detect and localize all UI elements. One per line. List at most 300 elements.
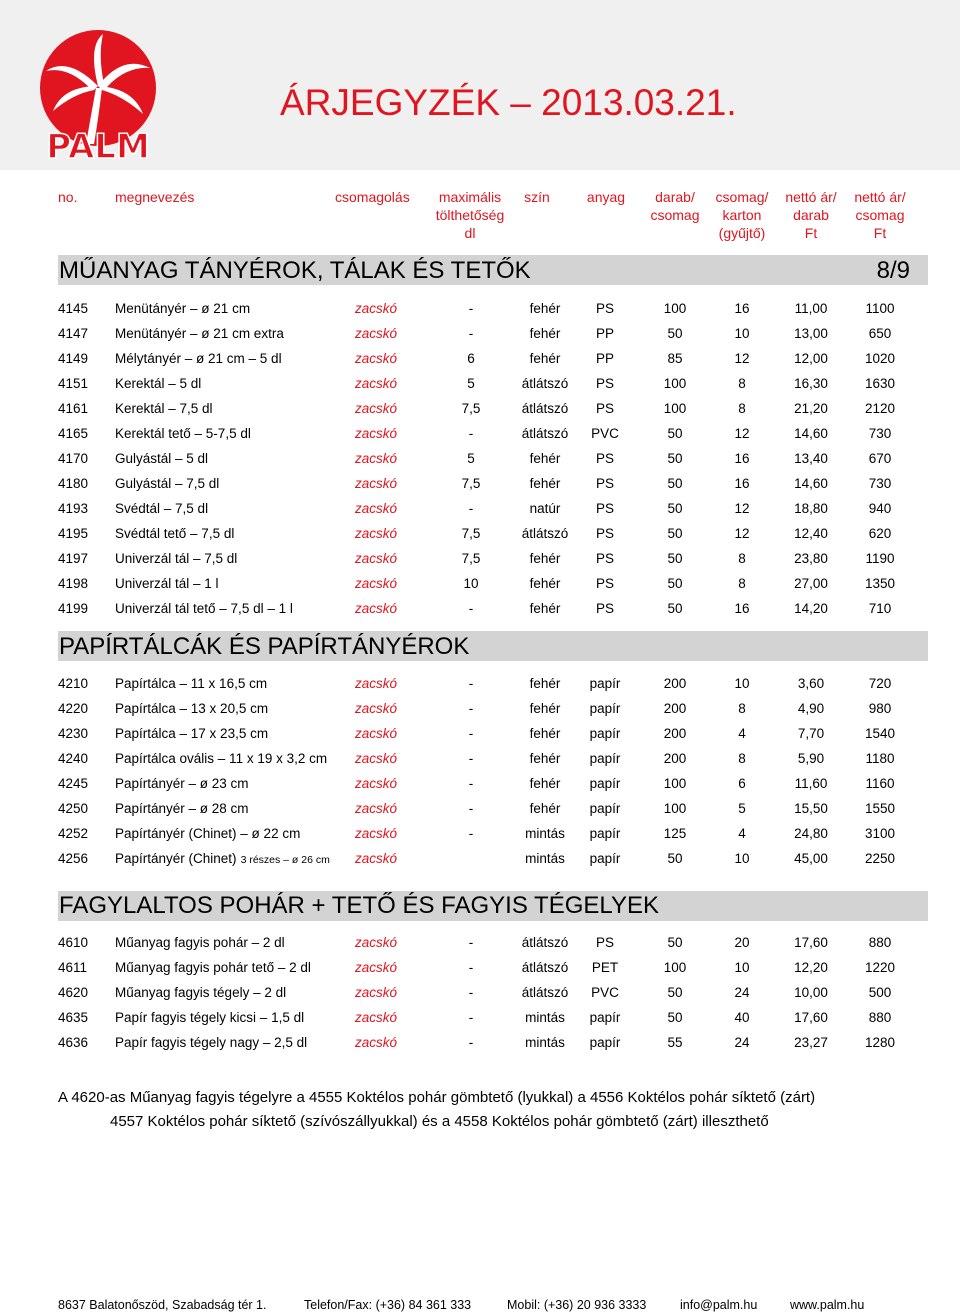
cell-ctn: 4 [738, 726, 746, 741]
cell-pack: zacskó [355, 301, 398, 316]
cell-color: fehér [529, 751, 561, 766]
cell-pack: zacskó [355, 1035, 398, 1050]
cell-name: Univerzál tál – 1 l [115, 576, 219, 591]
note-line-2: 4557 Koktélos pohár síktető (szívószállyukkal) és a 4558 Koktélos pohár gömbtető (zárt) illeszthető [110, 1113, 769, 1130]
cell-unit: 11,60 [794, 776, 828, 791]
cell-pcs: 200 [663, 726, 687, 741]
section-title-2: PAPÍRTÁLCÁK ÉS PAPÍRTÁNYÉROK [59, 633, 470, 660]
cell-max: - [468, 501, 474, 516]
cell-max: 7,5 [461, 476, 481, 491]
cell-name: Gulyástál – 5 dl [115, 451, 209, 466]
cell-pcs: 100 [663, 376, 687, 391]
cell-max: - [468, 676, 474, 691]
cell-name: Papírtányér – ø 28 cm [115, 801, 249, 816]
cell-pack: zacskó [355, 326, 398, 341]
table-row [0, 573, 960, 595]
cell-max: 5 [467, 376, 475, 391]
cell-pack-price: 2120 [864, 401, 896, 416]
cell-material: PS [595, 526, 614, 541]
cell-unit: 15,50 [794, 801, 828, 816]
cell-unit: 18,80 [794, 501, 828, 516]
cell-max: 6 [467, 351, 475, 366]
cell-color: átlátszó [521, 935, 569, 950]
cell-pack: zacskó [355, 476, 398, 491]
footer-phone: Telefon/Fax: (+36) 84 361 333 [304, 1298, 472, 1312]
cell-name: Papírtálca ovális – 11 x 19 x 3,2 cm [115, 751, 328, 766]
cell-ctn: 8 [738, 551, 746, 566]
cell-color: fehér [529, 801, 561, 816]
cell-no: 4636 [58, 1035, 89, 1050]
cell-max: 7,5 [461, 401, 481, 416]
cell-pack: zacskó [355, 351, 398, 366]
cell-pack-price: 1220 [864, 960, 896, 975]
note-line-1: A 4620-as Műanyag fagyis tégelyre a 4555 Koktélos pohár gömbtető (lyukkal) a 4556 Koktélos pohár síktető (zárt) [58, 1089, 816, 1106]
col-color: szín [524, 189, 550, 205]
cell-material: PS [595, 401, 614, 416]
cell-color: átlátszó [521, 960, 569, 975]
table-row [0, 798, 960, 820]
cell-color: fehér [529, 576, 561, 591]
cell-color: mintás [525, 1035, 565, 1050]
cell-ctn: 20 [734, 935, 750, 950]
col-unit-price: nettó ár/ darab Ft [785, 189, 837, 241]
cell-no: 4198 [58, 576, 89, 591]
cell-ctn: 10 [734, 676, 750, 691]
cell-unit: 45,00 [794, 851, 828, 866]
section-page-1: 8/9 [876, 257, 910, 284]
cell-pcs: 100 [663, 776, 687, 791]
table-row [0, 473, 960, 495]
cell-name: Svédtál tető – 7,5 dl [115, 526, 235, 541]
col-max: maximális tölthetőség dl [435, 189, 505, 241]
cell-name: Papírtányér (Chinet) – ø 22 cm [115, 826, 301, 841]
table-row [0, 1007, 960, 1029]
cell-name: Kerektál – 7,5 dl [115, 401, 213, 416]
cell-ctn: 16 [734, 451, 750, 466]
cell-pack-price: 2250 [864, 851, 896, 866]
cell-name: Műanyag fagyis pohár – 2 dl [115, 935, 285, 950]
cell-name: Papírtálca – 17 x 23,5 cm [115, 726, 269, 741]
cell-pack: zacskó [355, 935, 398, 950]
cell-color: fehér [529, 676, 561, 691]
cell-pcs: 125 [663, 826, 687, 841]
cell-color: fehér [529, 726, 561, 741]
cell-pack-price: 1280 [864, 1035, 896, 1050]
cell-name: Papír fagyis tégely nagy – 2,5 dl [115, 1035, 308, 1050]
cell-max: - [468, 426, 474, 441]
cell-no: 4611 [58, 960, 88, 975]
cell-name: Svédtál – 7,5 dl [115, 501, 209, 516]
cell-pack: zacskó [355, 726, 398, 741]
table-row [0, 448, 960, 470]
col-pack: csomagolás [335, 189, 410, 205]
cell-pack: zacskó [355, 826, 398, 841]
cell-pack-price: 1350 [864, 576, 896, 591]
cell-name: Műanyag fagyis pohár tető – 2 dl [115, 960, 311, 975]
cell-pack-price: 650 [868, 326, 892, 341]
table-row [0, 298, 960, 320]
cell-pcs: 50 [667, 601, 683, 616]
cell-no: 4210 [58, 676, 89, 691]
col-name: megnevezés [115, 189, 195, 205]
table-row [0, 957, 960, 979]
cell-no: 4635 [58, 1010, 89, 1025]
cell-material: PS [595, 501, 614, 516]
cell-pcs: 50 [667, 935, 683, 950]
cell-name: Papírtálca – 13 x 20,5 cm [115, 701, 269, 716]
cell-pack-price: 720 [868, 676, 892, 691]
cell-max: - [468, 776, 474, 791]
cell-max: - [468, 601, 474, 616]
table-row [0, 523, 960, 545]
cell-pcs: 50 [667, 451, 683, 466]
cell-ctn: 16 [734, 476, 750, 491]
cell-ctn: 12 [734, 426, 750, 441]
cell-name [115, 848, 330, 871]
cell-pack-price: 1550 [864, 801, 896, 816]
cell-name: Műanyag fagyis tégely – 2 dl [115, 985, 287, 1000]
cell-no: 4180 [58, 476, 89, 491]
cell-ctn: 8 [738, 376, 746, 391]
cell-no: 4161 [58, 401, 89, 416]
cell-unit: 17,60 [794, 1010, 828, 1025]
cell-pack: zacskó [355, 960, 398, 975]
cell-no: 4165 [58, 426, 89, 441]
cell-color: mintás [525, 1010, 565, 1025]
cell-material: PP [595, 351, 614, 366]
cell-name: Menütányér – ø 21 cm extra [115, 326, 284, 341]
cell-no: 4149 [58, 351, 89, 366]
cell-pcs: 200 [663, 751, 687, 766]
cell-pack-price: 940 [868, 501, 892, 516]
cell-pack: zacskó [355, 551, 398, 566]
cell-no: 4620 [58, 985, 89, 1000]
cell-name: Papírtálca – 11 x 16,5 cm [115, 676, 268, 691]
cell-pcs: 50 [667, 551, 683, 566]
cell-pcs: 200 [663, 701, 687, 716]
cell-ctn: 12 [734, 526, 750, 541]
cell-ctn: 24 [734, 985, 750, 1000]
table-row [0, 323, 960, 345]
cell-unit: 4,90 [797, 701, 825, 716]
cell-pack-price: 730 [868, 426, 892, 441]
cell-pcs: 50 [667, 326, 683, 341]
cell-unit: 17,60 [794, 935, 828, 950]
cell-no: 4199 [58, 601, 89, 616]
cell-max: 7,5 [461, 551, 481, 566]
col-no: no. [58, 189, 78, 205]
table-row [0, 398, 960, 420]
cell-color: fehér [529, 776, 561, 791]
table-row [0, 373, 960, 395]
cell-pack-price: 880 [868, 1010, 892, 1025]
cell-no: 4245 [58, 776, 89, 791]
cell-max: - [468, 960, 474, 975]
cell-unit: 14,60 [794, 426, 828, 441]
cell-no: 4170 [58, 451, 89, 466]
cell-color: fehér [529, 476, 561, 491]
cell-ctn: 10 [734, 851, 750, 866]
cell-max: 5 [467, 451, 475, 466]
cell-material: PS [595, 935, 614, 950]
cell-material: papír [589, 801, 621, 816]
cell-ctn: 10 [734, 960, 750, 975]
table-row [0, 773, 960, 795]
section-title-1: MŰANYAG TÁNYÉROK, TÁLAK ÉS TETŐK [59, 257, 531, 284]
table-row [0, 932, 960, 954]
cell-pack-price: 620 [868, 526, 892, 541]
cell-no: 4252 [58, 826, 89, 841]
cell-name: Univerzál tál tető – 7,5 dl – 1 l [115, 601, 293, 616]
cell-unit: 14,60 [794, 476, 828, 491]
cell-pcs: 55 [667, 1035, 683, 1050]
cell-material: PS [595, 476, 614, 491]
cell-material: PS [595, 551, 614, 566]
cell-ctn: 8 [738, 576, 746, 591]
table-row [0, 982, 960, 1004]
cell-pcs: 100 [663, 960, 687, 975]
cell-material: papír [589, 1010, 621, 1025]
cell-pack: zacskó [355, 676, 398, 691]
cell-color: fehér [529, 451, 561, 466]
cell-pack: zacskó [355, 985, 398, 1000]
cell-pack: zacskó [355, 851, 398, 866]
cell-color: fehér [529, 601, 561, 616]
cell-ctn: 8 [738, 701, 746, 716]
cell-material: PS [595, 601, 614, 616]
cell-ctn: 12 [734, 351, 750, 366]
cell-max: - [468, 701, 474, 716]
cell-pack: zacskó [355, 801, 398, 816]
table-row [0, 598, 960, 620]
col-ctn: csomag/ karton (gyűjtő) [715, 189, 769, 241]
cell-unit: 12,00 [794, 351, 828, 366]
cell-unit: 3,60 [797, 676, 825, 691]
cell-pcs: 50 [667, 501, 683, 516]
logo-text: PALM [46, 127, 150, 166]
table-row [0, 348, 960, 370]
cell-pack-price: 880 [868, 935, 892, 950]
table-row [0, 423, 960, 445]
cell-no: 4610 [58, 935, 89, 950]
cell-material: PVC [591, 985, 619, 1000]
cell-unit: 14,20 [794, 601, 828, 616]
cell-material: papír [589, 851, 621, 866]
cell-no: 4145 [58, 301, 89, 316]
table-row [0, 673, 960, 695]
cell-no: 4256 [58, 851, 89, 866]
table-row [0, 498, 960, 520]
table-row [0, 698, 960, 720]
cell-color: fehér [529, 301, 561, 316]
cell-pack: zacskó [355, 576, 398, 591]
footer-address: 8637 Balatonőszöd, Szabadság tér 1. [58, 1298, 267, 1312]
cell-unit: 12,20 [794, 960, 828, 975]
cell-pack-price: 1630 [864, 376, 896, 391]
cell-pack-price: 500 [868, 985, 892, 1000]
cell-pack: zacskó [355, 776, 398, 791]
cell-name-detail: 3 részes – ø 26 cm [240, 854, 330, 866]
cell-pack: zacskó [355, 376, 398, 391]
cell-pack: zacskó [355, 601, 398, 616]
cell-pack: zacskó [355, 751, 398, 766]
cell-ctn: 8 [738, 751, 746, 766]
cell-color: mintás [525, 851, 565, 866]
cell-color: fehér [529, 701, 561, 716]
cell-pcs: 100 [663, 301, 687, 316]
cell-ctn: 10 [734, 326, 750, 341]
cell-no: 4195 [58, 526, 89, 541]
cell-pack: zacskó [355, 526, 398, 541]
cell-name: Papírtányér – ø 23 cm [115, 776, 249, 791]
cell-pack-price: 1540 [864, 726, 896, 741]
cell-no: 4197 [58, 551, 89, 566]
cell-pack-price: 710 [868, 601, 892, 616]
cell-color: átlátszó [521, 985, 569, 1000]
cell-max: - [468, 751, 474, 766]
cell-unit: 7,70 [797, 726, 825, 741]
col-pack-price: nettó ár/ csomag Ft [854, 189, 906, 241]
cell-name: Univerzál tál – 7,5 dl [115, 551, 238, 566]
table-row [0, 748, 960, 770]
cell-unit: 13,40 [794, 451, 828, 466]
cell-material: PS [595, 301, 614, 316]
cell-pcs: 50 [667, 1010, 683, 1025]
cell-color: fehér [529, 326, 561, 341]
cell-unit: 16,30 [794, 376, 828, 391]
cell-color: natúr [529, 501, 561, 516]
cell-pack: zacskó [355, 701, 398, 716]
cell-no: 4240 [58, 751, 89, 766]
cell-material: PP [595, 326, 614, 341]
cell-pack-price: 670 [868, 451, 892, 466]
cell-unit: 12,40 [794, 526, 828, 541]
cell-material: PS [595, 451, 614, 466]
cell-pack: zacskó [355, 451, 398, 466]
table-row [0, 823, 960, 845]
cell-ctn: 6 [738, 776, 746, 791]
cell-color: átlátszó [521, 426, 569, 441]
cell-pack-price: 1020 [864, 351, 896, 366]
cell-unit: 23,27 [794, 1035, 828, 1050]
cell-pack: zacskó [355, 1010, 398, 1025]
footer-email[interactable]: info@palm.hu [680, 1298, 758, 1312]
cell-material: papír [589, 676, 621, 691]
col-material: anyag [586, 189, 626, 205]
cell-pack-price: 1160 [865, 776, 895, 791]
cell-unit: 21,20 [794, 401, 828, 416]
cell-pcs: 50 [667, 576, 683, 591]
cell-max: - [468, 1010, 474, 1025]
cell-pack-price: 730 [868, 476, 892, 491]
cell-name: Mélytányér – ø 21 cm – 5 dl [115, 351, 282, 366]
cell-name: Papír fagyis tégely kicsi – 1,5 dl [115, 1010, 305, 1025]
cell-max: 10 [463, 576, 479, 591]
cell-material: papír [589, 751, 621, 766]
cell-no: 4151 [58, 376, 89, 391]
cell-max: 7,5 [461, 526, 481, 541]
cell-color: átlátszó [521, 401, 569, 416]
table-row [0, 723, 960, 745]
cell-max: - [468, 801, 474, 816]
table-row [0, 1032, 960, 1054]
cell-ctn: 24 [734, 1035, 750, 1050]
cell-pcs: 50 [667, 476, 683, 491]
cell-no: 4220 [58, 701, 89, 716]
cell-pack-price: 1190 [865, 551, 895, 566]
palm-logo [28, 26, 168, 166]
cell-name: Menütányér – ø 21 cm [115, 301, 251, 316]
cell-material: PS [595, 376, 614, 391]
table-row [0, 848, 960, 870]
cell-ctn: 5 [738, 801, 746, 816]
cell-pcs: 50 [667, 426, 683, 441]
section-title-3: FAGYLALTOS POHÁR + TETŐ ÉS FAGYIS TÉGELYEK [59, 892, 659, 919]
cell-max: - [468, 301, 474, 316]
cell-no: 4193 [58, 501, 89, 516]
cell-pcs: 100 [663, 401, 687, 416]
cell-ctn: 16 [734, 301, 750, 316]
cell-max: - [468, 826, 474, 841]
table-row [0, 548, 960, 570]
cell-color: átlátszó [521, 376, 569, 391]
cell-pcs: 50 [667, 985, 683, 1000]
cell-material: papír [589, 726, 621, 741]
cell-material: PET [591, 960, 619, 975]
cell-no: 4147 [58, 326, 89, 341]
cell-pack: zacskó [355, 426, 398, 441]
cell-name-main: Papírtányér (Chinet) [115, 851, 237, 866]
cell-pack: zacskó [355, 501, 398, 516]
cell-no: 4250 [58, 801, 89, 816]
cell-max: - [468, 1035, 474, 1050]
cell-pack-price: 980 [868, 701, 892, 716]
cell-unit: 11,00 [794, 301, 828, 316]
cell-name: Gulyástál – 7,5 dl [115, 476, 220, 491]
cell-material: papír [589, 776, 621, 791]
cell-color: fehér [529, 551, 561, 566]
cell-pcs: 85 [667, 351, 683, 366]
cell-pack-price: 3100 [864, 826, 896, 841]
cell-pack-price: 1100 [865, 301, 895, 316]
col-pcs: darab/ csomag [650, 189, 700, 223]
cell-max: - [468, 985, 474, 1000]
cell-pcs: 200 [663, 676, 687, 691]
cell-material: papír [589, 701, 621, 716]
cell-no: 4230 [58, 726, 89, 741]
cell-ctn: 8 [738, 401, 746, 416]
cell-color: mintás [525, 826, 565, 841]
footer-mobile: Mobil: (+36) 20 936 3333 [507, 1298, 647, 1312]
cell-material: PVC [591, 426, 619, 441]
cell-max: - [468, 935, 474, 950]
page-title: ÁRJEGYZÉK – 2013.03.21. [280, 82, 737, 123]
cell-unit: 13,00 [794, 326, 828, 341]
cell-unit: 23,80 [794, 551, 828, 566]
cell-color: átlátszó [521, 526, 569, 541]
cell-ctn: 40 [734, 1010, 750, 1025]
cell-material: papír [589, 826, 621, 841]
cell-unit: 27,00 [794, 576, 828, 591]
footer-web[interactable]: www.palm.hu [790, 1298, 865, 1312]
cell-unit: 24,80 [794, 826, 828, 841]
cell-max: - [468, 326, 474, 341]
cell-max: - [468, 726, 474, 741]
cell-pack-price: 1180 [865, 751, 895, 766]
cell-pcs: 50 [667, 526, 683, 541]
cell-pcs: 100 [663, 801, 687, 816]
cell-name: Kerektál – 5 dl [115, 376, 202, 391]
